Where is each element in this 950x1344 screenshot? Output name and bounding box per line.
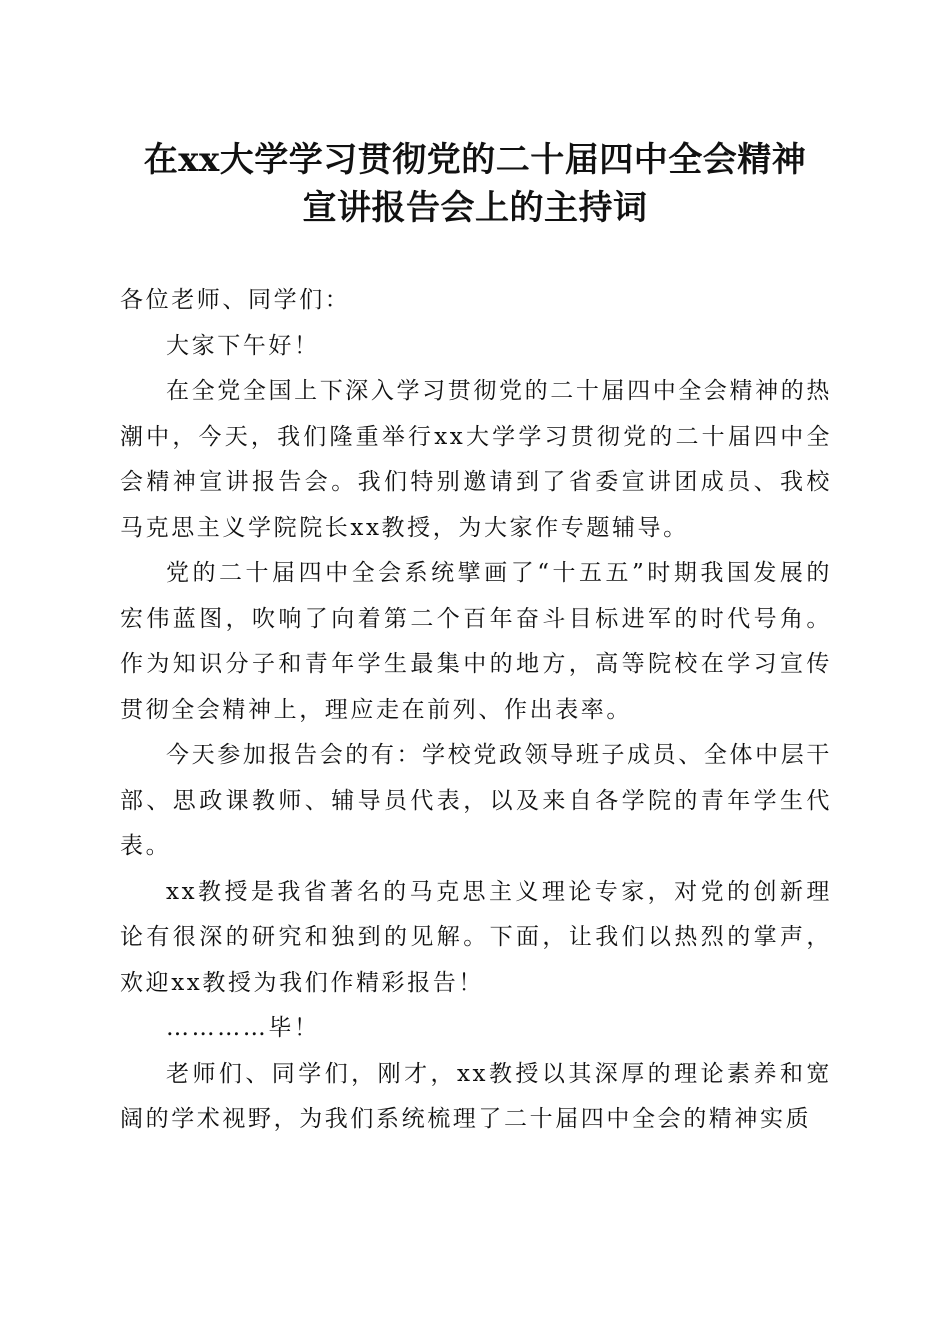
- title-line-1: 在xx大学学习贯彻党的二十届四中全会精神: [143, 140, 807, 180]
- title-line-2: 宣讲报告会上的主持词: [302, 188, 648, 228]
- salutation: 各位老师、同学们：: [120, 287, 351, 313]
- document-body: [120, 278, 832, 1143]
- document-title: [120, 136, 830, 232]
- paragraph-speaker-intro: xx教授是我省著名的马克思主义理论专家，对党的创新理论有很深的研究和独到的见解。下面，让我们以热烈的掌声，欢迎xx教授为我们作精彩报告！: [120, 878, 832, 996]
- paragraph-end-marker: …………毕！: [166, 1015, 320, 1041]
- paragraph-greeting: 大家下午好！: [166, 332, 320, 359]
- paragraph-summary: 老师们、同学们，刚才，xx教授以其深厚的理论素养和宽阔的学术视野，为我们系统梳理了二十届四中全会的精神实质: [120, 1060, 832, 1132]
- paragraph-attendees: 今天参加报告会的有：学校党政领导班子成员、全体中层干部、思政课教师、辅导员代表，以及来自各学院的青年学生代表。: [120, 742, 832, 859]
- paragraph-intro: 在全党全国上下深入学习贯彻党的二十届四中全会精神的热潮中，今天，我们隆重举行xx大学学习贯彻党的二十届四中全会精神宣讲报告会。我们特别邀请到了省委宣讲团成员、我校马克思主义学院院长xx教授，为大家作专题辅导。: [120, 378, 832, 541]
- paragraph-significance: 党的二十届四中全会系统擘画了“十五五”时期我国发展的宏伟蓝图，吹响了向着第二个百年奋斗目标进军的时代号角。作为知识分子和青年学生最集中的地方，高等院校在学习宣传贯彻全会精神上，理应走在前列、作出表率。: [120, 560, 832, 723]
